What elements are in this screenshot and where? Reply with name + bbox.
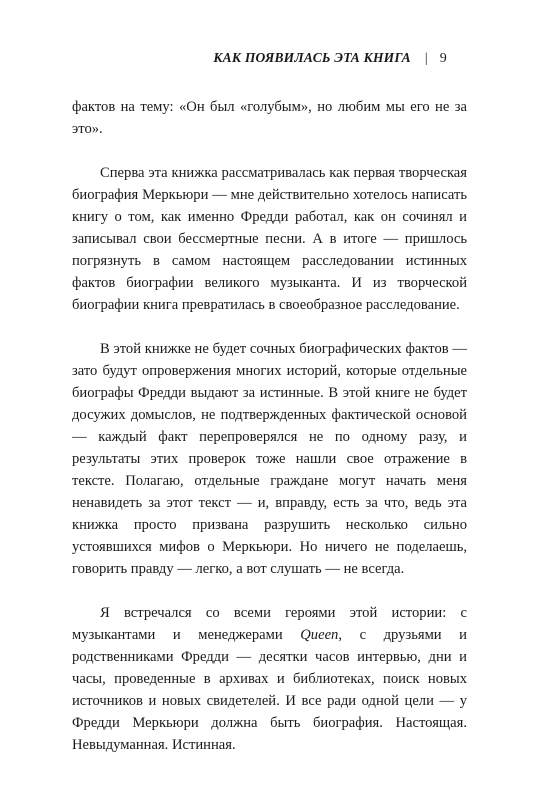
band-name: Queen — [300, 627, 339, 643]
body-text — [72, 96, 467, 756]
chapter-title: КАК ПОЯВИЛАСЬ ЭТА КНИГА — [213, 50, 411, 65]
page-number: 9 — [439, 51, 447, 66]
paragraph-2: В этой книжке не будет сочных биографических фактов — зато будут опровержения многих историй, которые отдельные биографы Фредди выдают за истинные. В этой книге не будет досужих домыслов, не подтвержденных фактической основой — каждый факт перепроверялся не по одному разу, и результаты этих проверок тоже нашли свое отражение в тексте. Полагаю, отдельные граждане могут начать меня ненавидеть за этот текст — и, вправду, есть за что, ведь эта книжка просто призвана разрушить несколько сильно устоявшихся мифов о Меркьюри. Но ничего не поделаешь, говорить правду — легко, а вот слушать — не всегда. — [72, 341, 467, 577]
paragraph-1: Сперва эта книжка рассматривалась как первая творческая биография Меркьюри — мне действительно хотелось написать книгу о том, как именно Фредди работал, как он сочинял и записывал свои бессмертные песни. А в итоге — пришлось погрязнуть в самом настоящем расследовании истинных фактов биографии великого музыканта. И из творческой биографии книга превратилась в своеобразное расследование. — [72, 165, 467, 313]
paragraph-3 — [72, 602, 467, 756]
paragraph-3-part-b: , с друзьями и родственниками Фредди — десятки часов интервью, дни и часы, проведенные в архивах и библиотеках, поиск новых источников и новых свидетелей. И все ради одной цели — у Фредди Меркьюри должна быть биография. Настоящая. Невыдуманная. Истинная. — [72, 627, 467, 753]
paragraph-3-part-a: Я встречался со всеми героями этой истории: с музыкантами и менеджерами — [72, 605, 467, 643]
header-separator: | — [424, 50, 428, 65]
running-header — [213, 50, 447, 67]
paragraph-continued: фактов на тему: «Он был «голубым», но любим мы его не за это». — [72, 99, 467, 137]
